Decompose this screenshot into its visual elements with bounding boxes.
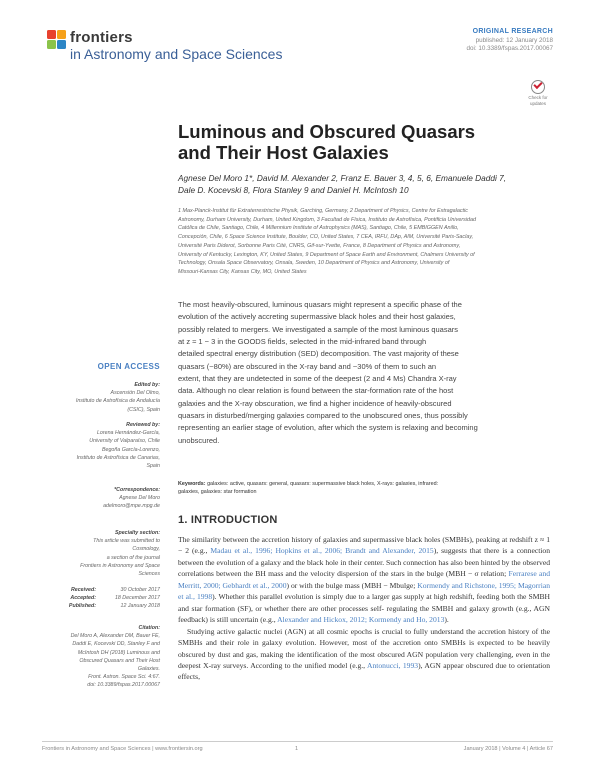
reviewer-line: Lorena Hernández-García, [96, 430, 160, 437]
specialty-line: This article was submitted to [93, 538, 160, 545]
editor-line: Instituto de Astrofísica de Andalucía [75, 398, 160, 405]
abstract-line: unobscured. [178, 435, 220, 445]
citation-link[interactable]: Alexander and [277, 615, 322, 625]
body-line: Magorrian et al., 1998). Whether this parallel evolution is simply due to a larger gas supply at high [178, 580, 550, 602]
editor-line: (CSIC), Spain [127, 406, 160, 413]
affiliation-line: Université Paris Diderot, Sorbonne Paris Cité, CNRS, Gif-sur-Yvette, France, 8 Department of Physics and Astronomy, [178, 242, 461, 249]
page-number: 1 [295, 746, 299, 752]
keywords-list: galaxies: active, quasars: general, quasars: supermassive black holes, X-rays: galaxies, infrared: [207, 481, 439, 487]
body-line: peaking at redshift z ≈ 1 − 2 (e.g., Madau et al., 1996; Hopkins et al., 2006; Brandt and Alexander, [178, 535, 550, 556]
citation-doi[interactable]: doi: 10.3389/fspas.2017.00067 [87, 682, 160, 689]
logo-square-orange [57, 30, 66, 39]
citation-line: McIntosh DH (2018) Luminous and [77, 649, 160, 656]
published-date-side [0, 602, 160, 610]
reviewed-by [0, 421, 160, 470]
abstract-line: at z ≈ 1 − 3 in the GOODS fields, selected in the mid-infrared band through [178, 337, 427, 347]
abstract [178, 299, 550, 447]
abstract-line: evolution of the actively accreting supermassive black holes and their host galaxies, [178, 312, 456, 322]
article-dates [0, 586, 160, 611]
body-line: 2000; Gebhardt et al., 2000) or with the bulge mass (MBH − Mbulge; Kormendy and Richstone, 1995; [203, 580, 517, 590]
introduction-body [178, 534, 550, 683]
title-line: Luminous and Obscured Quasars [178, 121, 476, 142]
abstract-line: data. Although no clear relation is found between the star-formation rate of the host [178, 386, 454, 396]
abstract-line: extent, that they are undetected in some of the deepest (2 and 4 Ms) Chandra X-ray [178, 374, 457, 384]
check-updates-icon [531, 80, 545, 94]
body-line: regulating the SMBH and galaxy growth (e.g., AGN feedback) is still uncertain (e.g., Alexander and [178, 603, 550, 625]
body-line: The similarity between the accretion history of galaxies and supermassive black holes (SMBHs), [178, 535, 474, 544]
correspondence-name: Agnese Del Moro [119, 495, 160, 502]
specialty-line: Cosmology, [132, 546, 160, 553]
edited-by-label: Edited by: [134, 382, 160, 388]
reviewer-line: Spain [146, 463, 160, 470]
accepted-date [0, 594, 160, 602]
abstract-line: The most heavily-obscured, luminous quasars might represent a specific phase of the [178, 300, 462, 309]
abstract-line: possibly related to mergers. We investigated a sample of the most luminous quasars [178, 324, 458, 334]
paragraph [178, 534, 550, 626]
abstract-line: representing an earlier stage of evolution, after which the system is relaxing and becoming [178, 423, 478, 433]
author-line[interactable]: Agnese Del Moro 1*, David M. Alexander 2, Franz E. Bauer 3, 4, 5, 6, Emanuele Daddi 7, [178, 173, 507, 183]
citation-line: Daddi E, Kocevski DD, Stanley F and [72, 641, 160, 648]
check-updates-line1: Check for [528, 95, 548, 100]
frontiers-logo-icon [47, 30, 67, 50]
footer-journal[interactable]: Frontiers in Astronomy and Space Sciences | www.frontiersin.org [42, 746, 203, 752]
citation-link[interactable]: Madau et al., 1996; Hopkins et al., 2006; Brandt and Alexander, [210, 546, 416, 556]
body-line: redshift, feeding both the SMBH and star formation (SF), or whether there are other processes self- [178, 592, 551, 613]
affiliation-line: 1 Max-Planck-Institut für Extraterrestrische Physik, Garching, Germany, 2 Department of Physics, Centre for Extragalactic [178, 208, 468, 214]
author-list [178, 173, 548, 196]
affiliation-line: Missouri-Kansas City, Kansas City, MO, United States [178, 268, 307, 275]
accepted-label: Accepted: [70, 595, 96, 602]
citation-link[interactable]: Hickox, 2012; Kormendy and Ho, 2013 [323, 615, 445, 625]
received-label: Received: [70, 587, 96, 593]
body-line: most obscured AGN population very challenging, even in the deepest X-ray surveys. According [178, 649, 550, 670]
reviewer-line: Begoña García-Lorenzo, [101, 446, 160, 453]
body-line: Hickox, 2012; Kormendy and Ho, 2013). [323, 615, 449, 625]
abstract-line: quasars in disturbed/merging galaxies compared to the unobscured ones, thus possibly [178, 411, 468, 421]
citation-label: Citation: [138, 625, 160, 631]
logo-square-green [47, 40, 56, 49]
published-value: 12 January 2018 [120, 603, 160, 610]
body-line: accretion history of the SMBHs and their role in galaxy evolution. However, most of the accretion [178, 626, 550, 648]
received-date [0, 586, 160, 594]
editor-line: Ascensión Del Olmo, [110, 390, 160, 397]
body-line: to the unified model (e.g., Antonucci, 1993), AGN appear obscured due to orientation effects, [178, 660, 551, 682]
published-label: Published: [68, 603, 96, 610]
page-footer [42, 741, 553, 752]
specialty-line: Frontiers in Astronomy and Space [80, 562, 160, 569]
check-updates-line2: updates [529, 101, 546, 106]
citation-link[interactable]: Antonucci, 1993 [366, 660, 419, 670]
citation-line: Galaxies. [137, 666, 160, 673]
specialty-section [0, 529, 160, 578]
abstract-line: quasars (~80%) are obscured in the X-ray band and ~30% of them to such an [178, 361, 437, 371]
affiliations [178, 207, 550, 277]
reviewed-by-label: Reviewed by: [126, 422, 160, 428]
affiliation-line: Concepción, Chile, 6 Space Science Institute, Boulder, CO, United States, 7 CEA, IRFU, DAp, AIM, Université Paris-Saclay, [178, 234, 474, 241]
body-line: onto SMBHs is expected to be heavily obscured by dust and gas, making the identification of the [178, 638, 550, 659]
title-line: and Their Host Galaxies [178, 142, 389, 163]
keywords-label: Keywords: [178, 481, 206, 487]
keywords-list-cont: galaxies, galaxies: star formation [178, 489, 257, 495]
journal-logo[interactable] [47, 28, 283, 72]
journal-name: in Astronomy and Space Sciences [70, 46, 283, 62]
correspondence-email[interactable]: adelmoro@mpe.mpg.de [103, 503, 160, 510]
abstract-line: galaxies and the X-ray obscuration, we find a higher incidence of heavily-obscured [178, 398, 452, 408]
citation-link[interactable]: 2015 [418, 546, 434, 556]
footer-issue: January 2018 | Volume 4 | Article 67 [463, 746, 553, 752]
keywords [178, 480, 550, 496]
citation-link[interactable]: Magorrian et al., 1998 [178, 580, 550, 602]
citation [0, 624, 160, 690]
logo-square-red [47, 30, 56, 39]
body-line: Studying active galactic nuclei (AGN) at all cosmic epochs is crucial to fully understand the [187, 626, 476, 636]
body-line: mass and the velocity dispersion of the stars in the bulge (MBH − σ relation; Ferrarese and Merritt, [178, 569, 550, 590]
citation-line: Obscured Quasars and Their Host [79, 657, 160, 664]
section-heading: 1. INTRODUCTION [178, 514, 278, 526]
citation-link[interactable]: Kormendy and Richstone, 1995; [417, 580, 517, 590]
citation-line: Del Moro A, Alexander DM, Bauer FE, [70, 633, 160, 640]
received-value: 30 October 2017 [120, 587, 160, 593]
logo-square-blue [57, 40, 66, 49]
affiliation-line: University of Kentucky, Lexington, KY, United States, 9 Department of Space Earth and Environment, Chalmers University of [178, 251, 475, 258]
author-line[interactable]: Dale D. Kocevski 8, Flora Stanley 9 and Daniel H. McIntosh 10 [178, 184, 409, 195]
affiliation-line: Católica de Chile, Santiago, Chile, 4 Millennium Institute of Astrophysics (MAS), Santiago, Chile, 5 EMBIGGEN Anillo, [178, 225, 459, 232]
edited-by [0, 381, 160, 414]
accepted-value: 18 December 2017 [114, 595, 160, 602]
affiliation-line: Technology, Onsala Space Observatory, Onsala, Sweden, 10 Department of Physics and Astronomy, University of [178, 260, 450, 267]
paragraph [178, 626, 550, 683]
open-access-label: OPEN ACCESS [97, 362, 160, 371]
body-line: their center. Such connection has also been hinted by the observed correlations between the BH [178, 557, 551, 579]
abstract-line: detailed spectral energy distribution (SED) decomposition. The vast majority of these [178, 349, 459, 359]
article-meta [467, 28, 553, 54]
article-doi[interactable]: doi: 10.3389/fspas.2017.00067 [466, 45, 553, 53]
article-type: ORIGINAL RESEARCH [472, 28, 553, 35]
correspondence [0, 486, 160, 511]
published-date: published: 12 January 2018 [475, 36, 553, 44]
brand-name: frontiers [70, 29, 133, 46]
reviewer-line: University of Valparaíso, Chile [89, 438, 160, 445]
body-line: 2015), suggests that there is a connection between the evolution of a galaxy and the black hole in [178, 546, 551, 567]
check-for-updates-badge[interactable] [521, 80, 555, 104]
specialty-line: a section of the journal [106, 554, 160, 561]
correspondence-label: *Correspondence: [114, 487, 160, 493]
citation-line: Front. Astron. Space Sci. 4:67. [88, 674, 160, 681]
citation-link[interactable]: Ferrarese and Merritt, [178, 569, 550, 590]
reviewer-line: Instituto de Astrofísica de Canarias, [76, 454, 160, 461]
article-title [178, 121, 538, 163]
specialty-label: Specialty section: [114, 530, 160, 536]
specialty-line: Sciences [138, 571, 160, 578]
affiliation-line: Astronomy, Durham University, Durham, United Kingdom, 3 Facultad de Física, Instituto de Astrofísica, Pontificia Universidad [178, 216, 477, 223]
citation-link[interactable]: 2000; Gebhardt et al., 2000 [203, 580, 287, 590]
